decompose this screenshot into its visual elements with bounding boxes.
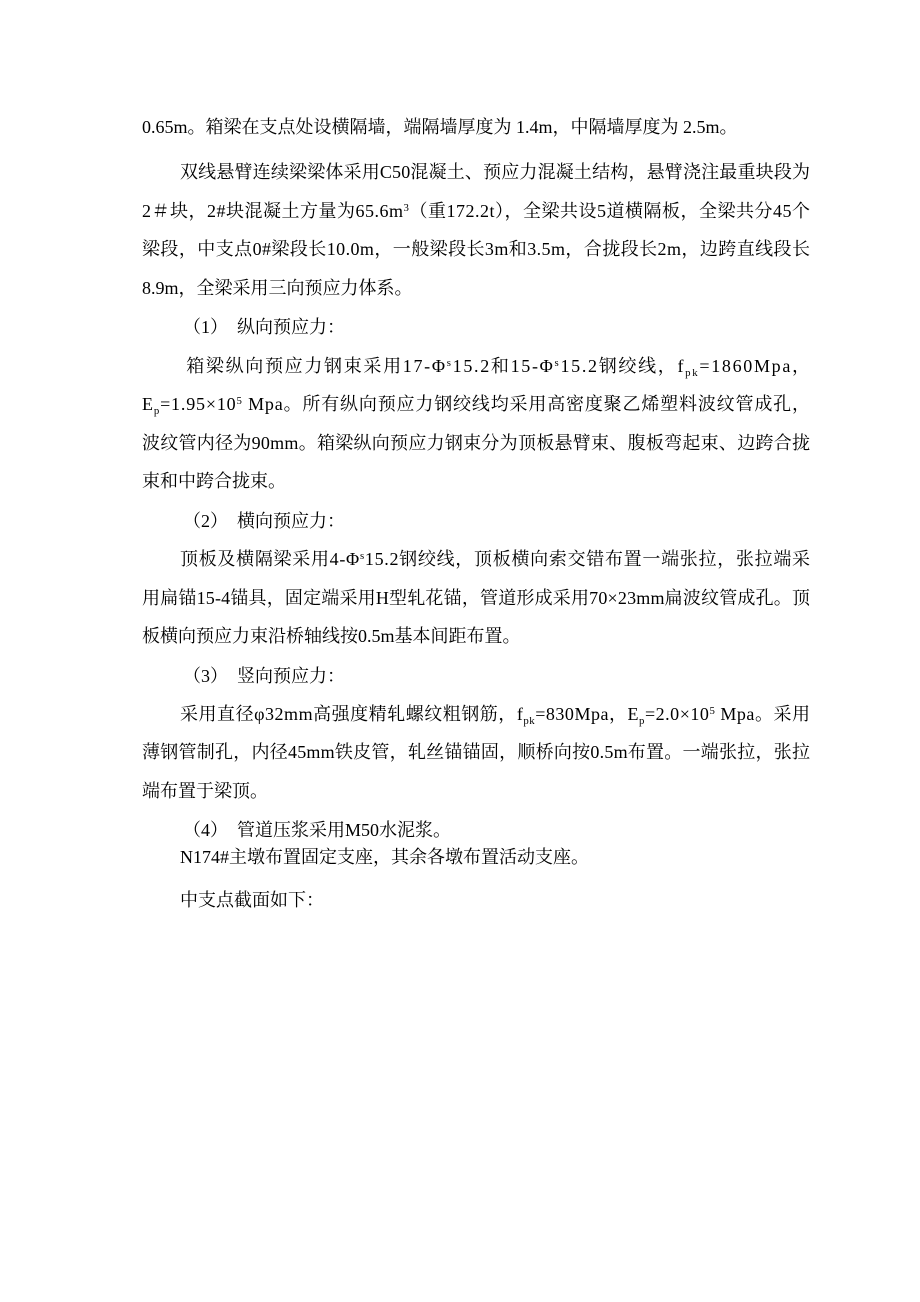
subscript: p: [639, 714, 645, 727]
superscript: s: [446, 357, 453, 370]
text-run: 0.65m。箱梁在支点处设横隔墙，端隔墙厚度为 1.4m，中隔墙厚度为 2.5m。: [142, 117, 738, 137]
text-run: 箱梁纵向预应力钢束采用17-Φ: [180, 356, 447, 376]
superscript: 5: [236, 395, 243, 408]
text-line: [183, 818, 451, 842]
text-run: 顶板及横隔梁采用4-Φ: [180, 549, 360, 569]
superscript: s: [554, 357, 561, 370]
text-line: [180, 888, 324, 912]
text-run: Mpa。采用: [715, 704, 811, 724]
text-run: 15.2钢绞线，顶板横向索交错布置一端张拉，张拉端采: [364, 549, 811, 569]
text-run: （3） 竖向预应力：: [183, 666, 345, 686]
text-run: 薄钢管制孔，内径45mm铁皮管，轧丝锚锚固，顺桥向按0.5m布置。一端张拉，张拉: [142, 742, 811, 762]
text-run: 波纹管内径为90mm。箱梁纵向预应力钢束分为顶板悬臂束、腹板弯起束、边跨合拢: [142, 433, 811, 453]
text-run: =1.95×10: [160, 394, 237, 414]
text-run: 双线悬臂连续梁梁体采用C50混凝土、预应力混凝土结构，悬臂浇注最重块段为: [180, 162, 811, 182]
text-run: （2） 横向预应力：: [183, 511, 345, 531]
text-line: [142, 586, 810, 610]
subscript: pk: [685, 366, 700, 379]
text-run: 中支点截面如下：: [180, 890, 324, 910]
superscript: 5: [709, 705, 716, 718]
text-line: [180, 702, 811, 726]
text-run: （1） 纵向预应力：: [183, 317, 345, 337]
text-run: （重172.2t），全梁共设5道横隔板，全梁共分45个: [409, 201, 811, 221]
text-line: [142, 392, 811, 416]
text-line: [142, 779, 268, 803]
text-run: 2＃块，2#块混凝土方量为65.6m: [142, 201, 404, 221]
text-run: 板横向预应力束沿桥轴线按0.5m基本间距布置。: [142, 626, 521, 646]
text-line: [183, 664, 345, 688]
text-run: （4） 管道压浆采用M50水泥浆。: [183, 820, 452, 840]
text-line: [180, 160, 810, 184]
text-run: Mpa。所有纵向预应力钢绞线均采用高密度聚乙烯塑料波纹管成孔，: [242, 394, 811, 414]
text-line: [180, 845, 589, 869]
text-line: [183, 315, 345, 339]
text-line: [142, 624, 521, 648]
text-run: 8.9m，全梁采用三向预应力体系。: [142, 278, 413, 298]
text-line: [142, 237, 810, 261]
text-line: [142, 740, 810, 764]
subscript: pk: [523, 714, 536, 727]
text-run: 梁段，中支点0#梁段长10.0m，一般梁段长3m和3.5m，合拢段长2m，边跨直线段长: [142, 239, 811, 259]
text-line: [183, 509, 345, 533]
text-run: 15.2钢绞线，f: [560, 356, 686, 376]
text-run: 端布置于梁顶。: [142, 781, 268, 801]
text-run: =2.0×10: [644, 704, 710, 724]
text-line: [142, 469, 286, 493]
superscript: 3: [403, 202, 410, 215]
text-run: 用扁锚15-4锚具，固定端采用H型轧花锚，管道形成采用70×23mm扁波纹管成孔。顶: [142, 588, 811, 608]
text-run: N174#主墩布置固定支座，其余各墩布置活动支座。: [180, 847, 589, 867]
text-run: 束和中跨合拢束。: [142, 471, 286, 491]
text-run: =1860Mpa，: [699, 356, 812, 376]
text-line: [142, 431, 810, 455]
subscript: p: [153, 404, 161, 417]
text-run: 15.2和15-Φ: [452, 356, 555, 376]
text-run: E: [142, 394, 154, 414]
superscript: s: [359, 550, 365, 563]
text-line: [180, 354, 812, 378]
text-line: [142, 276, 413, 300]
text-run: =830Mpa，E: [535, 704, 640, 724]
text-line: [142, 115, 738, 139]
text-run: 采用直径φ32mm高强度精轧螺纹粗钢筋，f: [180, 704, 524, 724]
text-line: [142, 199, 811, 223]
text-line: [180, 547, 811, 571]
